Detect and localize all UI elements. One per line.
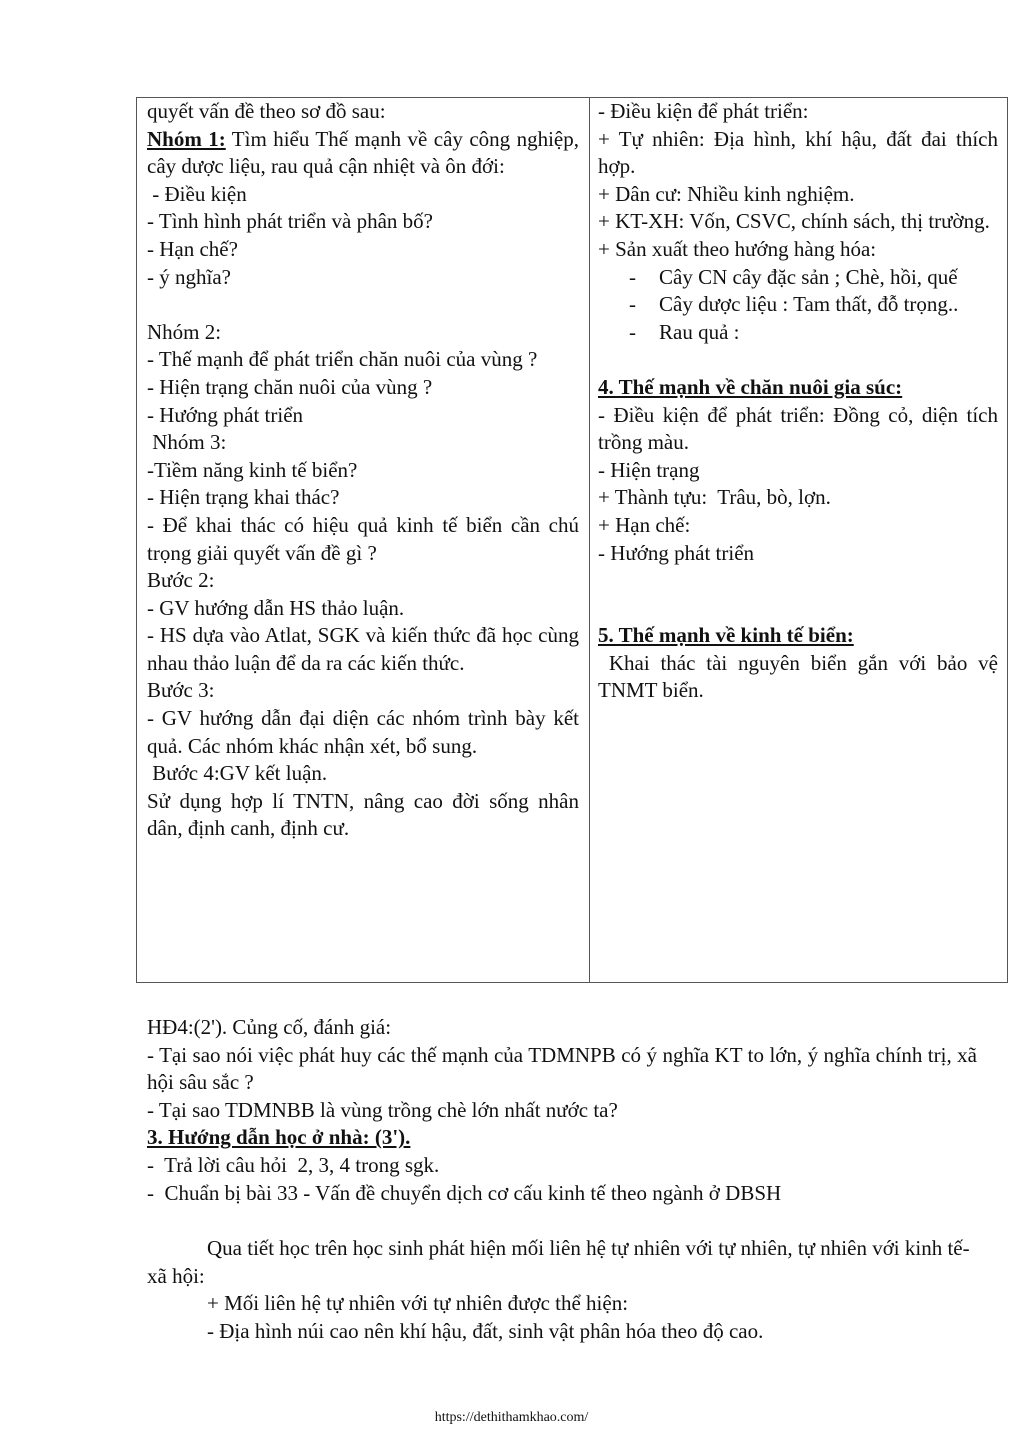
left-paragraph: Sử dụng hợp lí TNTN, nâng cao đời sống nhân dân, định canh, định cư.	[147, 788, 579, 841]
blank-line	[147, 291, 579, 319]
homework-item: - Trả lời câu hỏi 2, 3, 4 trong sgk.	[147, 1152, 440, 1177]
right-line: + Sản xuất theo hướng hàng hóa:	[598, 236, 877, 261]
list-item-text: Cây CN cây đặc sản ; Chè, hồi, quế	[659, 264, 958, 289]
right-paragraph: + Tự nhiên: Địa hình, khí hậu, đất đai thích hợp.	[598, 126, 998, 179]
left-line: - Hiện trạng khai thác?	[147, 485, 340, 510]
left-line: Bước 3:	[147, 678, 215, 703]
right-paragraph: Khai thác tài nguyên biển gắn với bảo vệ TNMT biển.	[598, 650, 1003, 703]
right-paragraph: + KT-XH: Vốn, CSVC, chính sách, thị trường.	[598, 209, 990, 234]
spacer	[147, 1207, 977, 1235]
list-item	[598, 291, 998, 319]
left-line: - Hướng phát triển	[147, 402, 304, 427]
list-item	[598, 264, 998, 292]
table-column-divider	[589, 98, 590, 982]
content-column	[598, 98, 1003, 705]
review-question: - Tại sao TDMNBB là vùng trồng chè lớn nhất nước ta?	[147, 1097, 618, 1122]
list-dash: -	[629, 264, 636, 289]
left-paragraph: - HS dựa vào Atlat, SGK và kiến thức đã học cùng nhau thảo luận để da ra các kiến thức.	[147, 623, 579, 675]
nhom1-text: Tìm hiểu Thế mạnh về cây công nghiệp, cây dược liệu, rau quả cận nhiệt và ôn đới:	[147, 126, 579, 179]
right-line: - Hiện trạng	[598, 457, 700, 482]
blank-line	[598, 567, 998, 595]
right-line: + Dân cư: Nhiều kinh nghiệm.	[598, 181, 855, 206]
left-line: - Điều kiện	[147, 181, 247, 206]
list-item	[598, 319, 998, 347]
right-line: + Thành tựu: Trâu, bò, lợn.	[598, 485, 831, 510]
section-heading-5: 5. Thế mạnh về kinh tế biển:	[598, 623, 854, 648]
review-question: - Tại sao nói việc phát huy các thế mạnh của TDMNPB có ý nghĩa KT to lớn, ý nghĩa chính trị, xã hội sâu sắc ?	[147, 1042, 977, 1095]
nhom1-paragraph	[147, 126, 579, 181]
activity-column	[147, 98, 579, 843]
left-line: - Hiện trạng chăn nuôi của vùng ?	[147, 374, 433, 399]
left-line: Nhóm 3:	[147, 430, 227, 455]
section-heading-4: 4. Thế mạnh về chăn nuôi gia súc:	[598, 374, 903, 399]
right-line: + Hạn chế:	[598, 512, 691, 537]
left-line: quyết vấn đề theo sơ đồ sau:	[147, 99, 386, 123]
list-item-text: Cây dược liệu : Tam thất, đỗ trọng..	[659, 292, 959, 317]
list-dash: -	[629, 292, 636, 317]
left-line: -Tiềm năng kinh tế biển?	[147, 457, 358, 482]
blank-line	[598, 346, 998, 374]
activity-4-heading: HĐ4:(2'). Củng cố, đánh giá:	[147, 1015, 392, 1039]
right-paragraph: - Điều kiện để phát triển: Đồng cỏ, diện tích trồng màu.	[598, 402, 998, 455]
left-line: - ý nghĩa?	[147, 264, 231, 289]
footer-url: https://dethithamkhao.com/	[434, 1410, 589, 1425]
blank-line	[598, 595, 998, 623]
left-paragraph: - GV hướng dẫn đại diện các nhóm trình bày kết quả. Các nhóm khác nhận xét, bổ sung.	[147, 706, 579, 758]
right-line: - Hướng phát triển	[598, 540, 755, 565]
left-line: Nhóm 2:	[147, 319, 222, 344]
left-line: Bước 2:	[147, 568, 215, 593]
list-dash: -	[629, 319, 636, 344]
left-paragraph: - Để khai thác có hiệu quả kinh tế biển cần chú trọng giải quyết vấn đề gì ?	[147, 512, 579, 565]
left-line: Bước 4:GV kết luận.	[147, 761, 328, 786]
left-paragraph: - Thế mạnh để phát triển chăn nuôi của vùng ?	[147, 347, 538, 372]
left-line: - Hạn chế?	[147, 236, 238, 261]
left-line: - GV hướng dẫn HS thảo luận.	[147, 595, 405, 620]
left-line: - Tình hình phát triển và phân bố?	[147, 209, 433, 234]
post-table-content	[147, 1014, 977, 1346]
list-item-text: Rau quả :	[659, 319, 740, 344]
right-line: - Điều kiện để phát triển:	[598, 99, 809, 123]
lesson-table	[136, 97, 1008, 983]
homework-item: - Chuẩn bị bài 33 - Vấn đề chuyển dịch cơ cấu kinh tế theo ngành ở DBSH	[147, 1180, 782, 1205]
relation-point: - Địa hình núi cao nên khí hậu, đất, sinh vật phân hóa theo độ cao.	[207, 1318, 764, 1343]
nhom1-label: Nhóm 1:	[147, 126, 226, 151]
summary-paragraph: Qua tiết học trên học sinh phát hiện mối liên hệ tự nhiên với tự nhiên, tự nhiên với kinh tế- xã hội:	[147, 1236, 970, 1288]
homework-heading: 3. Hướng dẫn học ở nhà: (3').	[147, 1125, 411, 1150]
relation-point: + Mối liên hệ tự nhiên với tự nhiên được thể hiện:	[207, 1291, 629, 1316]
